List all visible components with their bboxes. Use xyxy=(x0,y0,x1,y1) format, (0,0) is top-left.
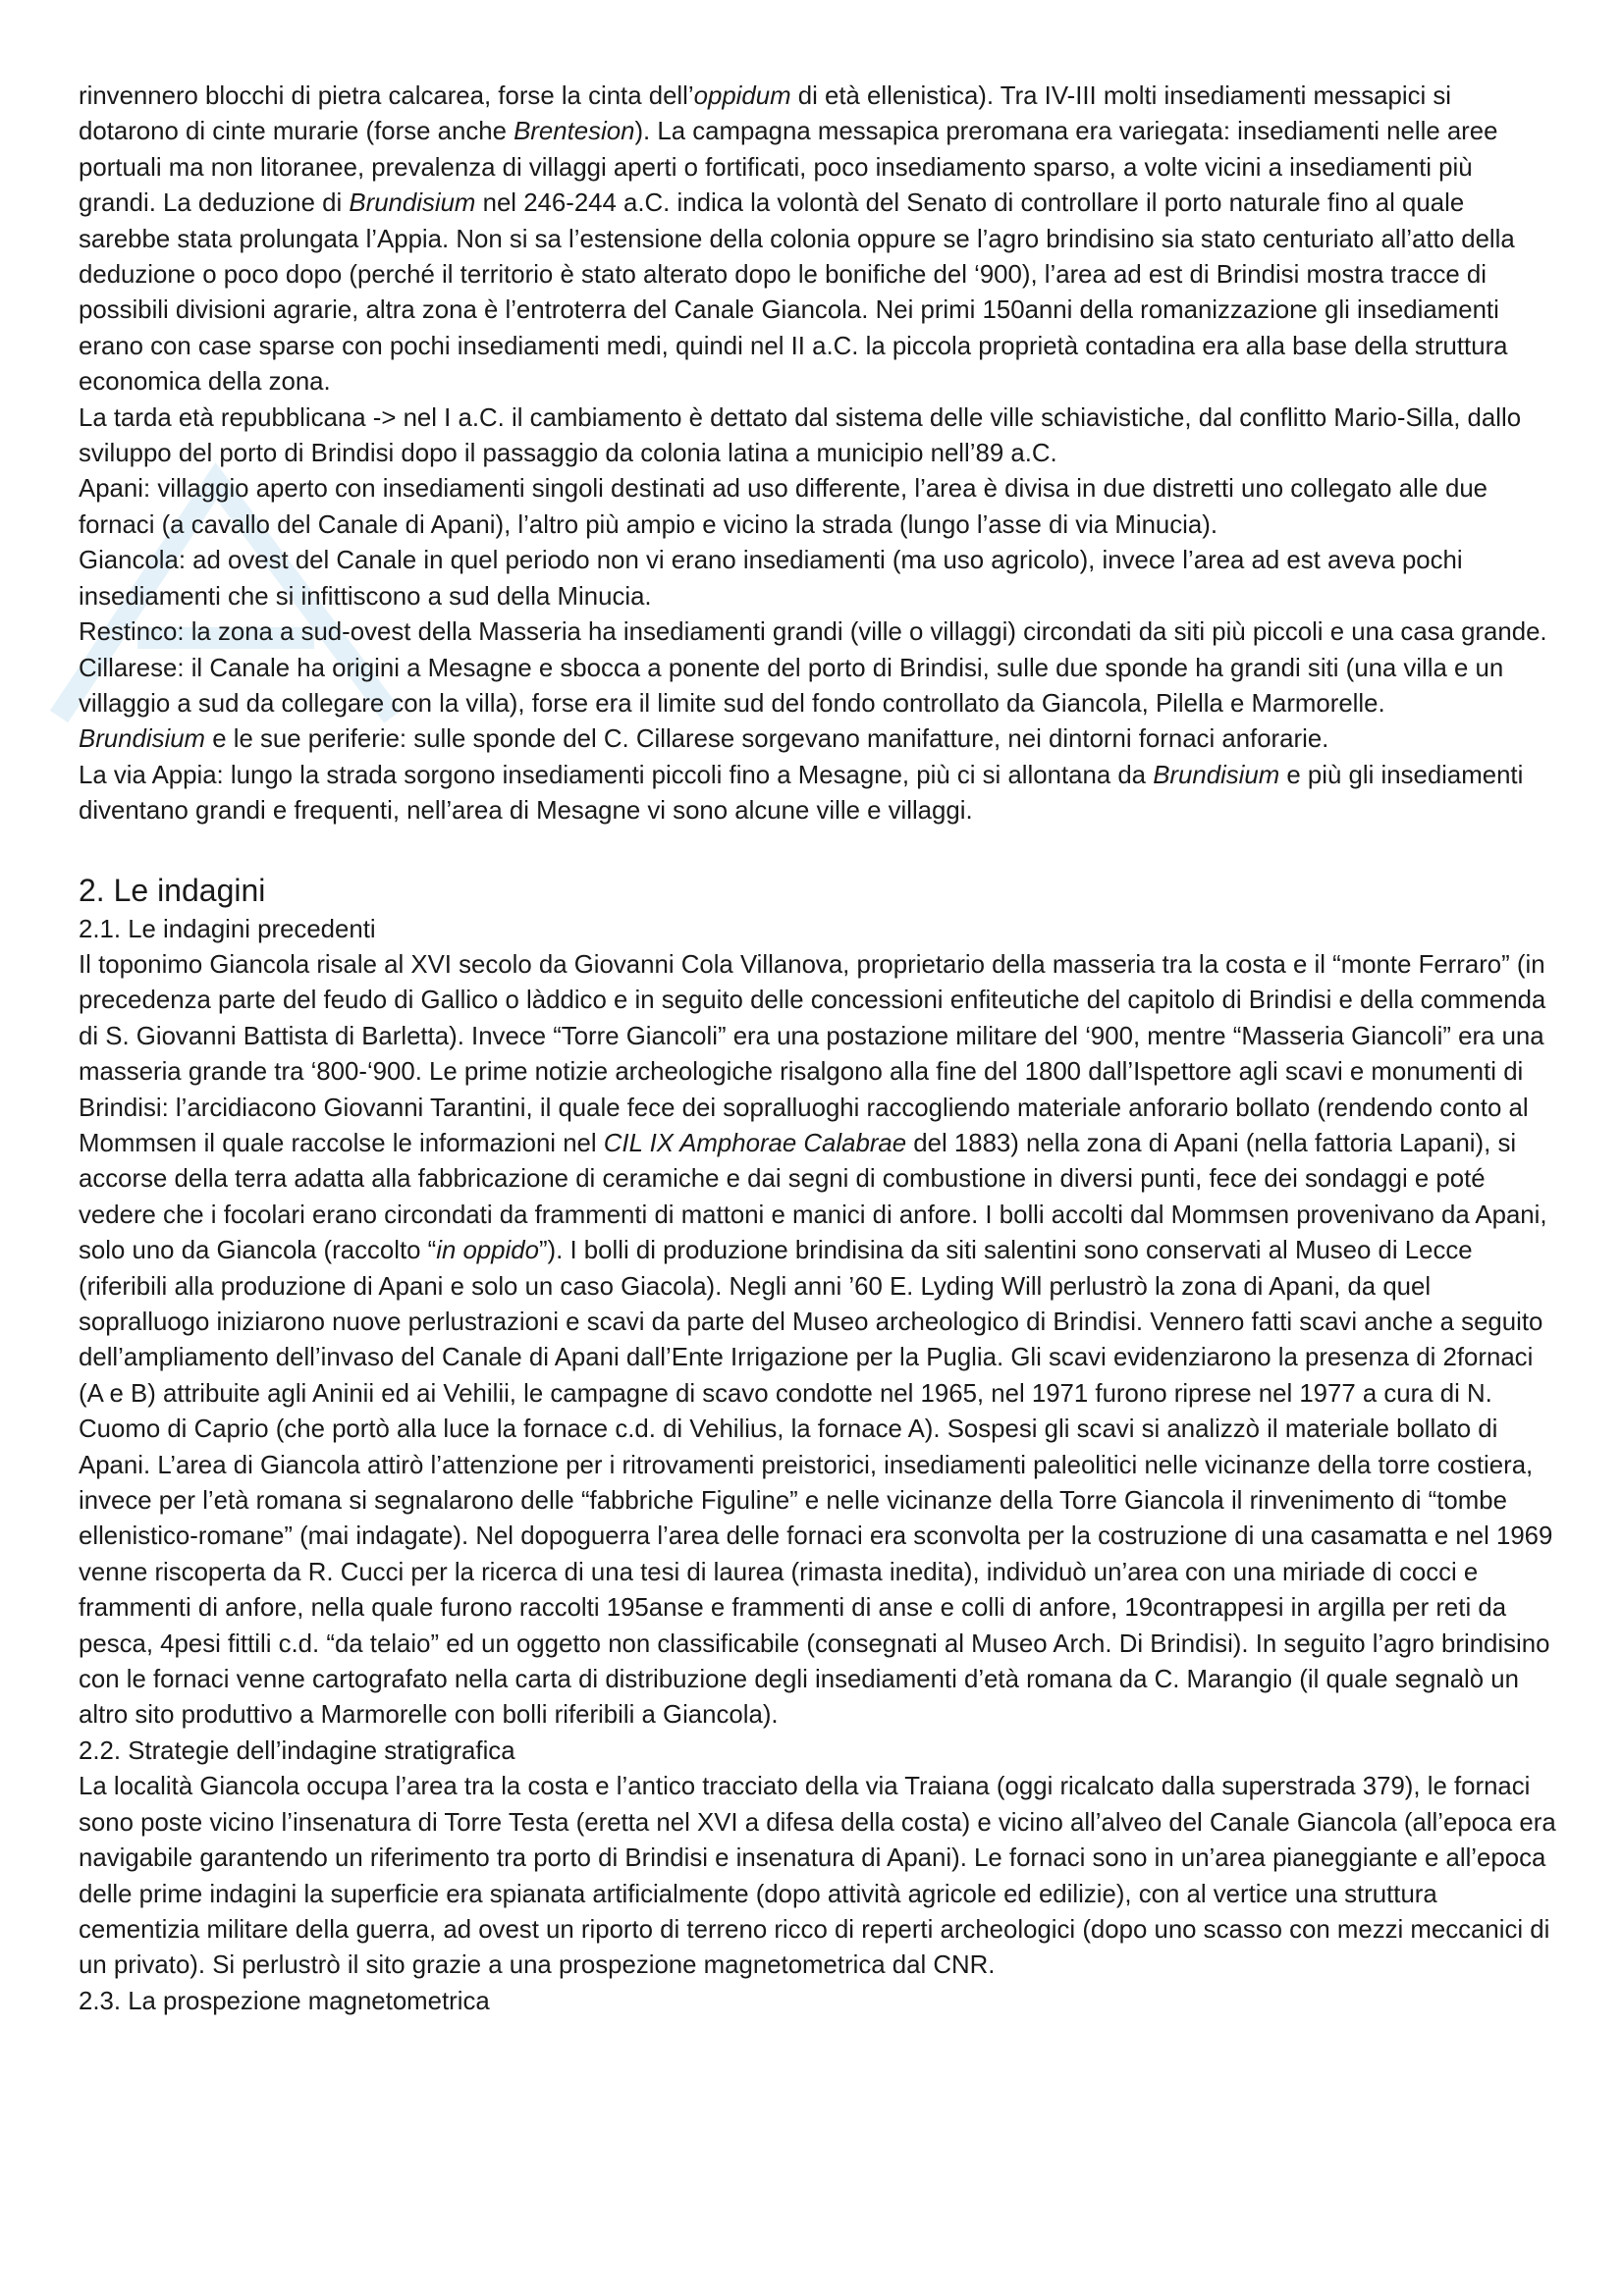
italic-term: Brundisium xyxy=(1153,761,1280,789)
document-page xyxy=(79,79,1556,2019)
italic-term: oppidum xyxy=(693,82,791,110)
italic-term: Brentesion xyxy=(514,118,635,146)
italic-term: Brundisium xyxy=(349,189,476,218)
intro-paragraph: Apani: villaggio aperto con insediamenti singoli destinati ad uso differente, l’area è divisa in due distretti uno collegato alle due fornaci (a cavallo del Canale di Apani), l’altro più ampio e vicino la strada (lungo l’asse di via Minucia). xyxy=(79,475,1488,539)
subsection-heading-2-2: 2.2. Strategie dell’indagine stratigrafica xyxy=(79,1736,515,1765)
intro-paragraph: Cillarese: il Canale ha origini a Mesagne e sbocca a ponente del porto di Brindisi, sulle due sponde ha grandi siti (una villa e un villaggio a sud da collegare con la villa), forse era il limite sud del fondo controllato da Giancola, Pilella e Marmorelle. xyxy=(79,654,1504,718)
intro-paragraph: La via Appia: lungo la strada sorgono insediamenti piccoli fino a Mesagne, più ci si allontana da Brundisium e più gli insediamenti diventano grandi e frequenti, nell’area di Mesagne vi sono alcune ville e villaggi. xyxy=(79,761,1524,826)
paragraph-indagini-precedenti: Il toponimo Giancola risale al XVI secolo da Giovanni Cola Villanova, proprietario della masseria tra la costa e il “monte Ferraro” (in precedenza parte del feudo di Gallico o làddico e in seguito delle concessioni enfiteutiche del capitolo di Brindisi e della commenda di S. Giovanni Battista di Barletta). Invece “Torre Giancoli” era una postazione militare del ‘900, mentre “Masseria Giancoli” era una masseria grande tra ‘800-‘900. Le prime notizie archeologiche risalgono alla fine del 1800 dall’Ispettore agli scavi e monumenti di Brindisi: l’arcidiacono Giovanni Tarantini, il quale fece dei sopralluoghi raccogliendo materiale anforario bollato (rendendo conto al Mommsen il quale raccolse le informazioni nel CIL IX Amphorae Calabrae del 1883) nella zona di Apani (nella fattoria Lapani), si accorse della terra adatta alla fabbricazione di ceramiche e dai segni di combustione in diversi punti, fece dei sondaggi e poté vedere che i focolari erano circondati da frammenti di mattoni e manici di anfore. I bolli accolti dal Mommsen provenivano da Apani, solo uno da Giancola (raccolto “in oppido”). I bolli di produzione brindisina da siti salentini sono conservati al Museo di Lecce (riferibili alla produzione di Apani e solo un caso Giacola). Negli anni ’60 E. Lyding Will perlustrò la zona di Apani, da quel sopralluogo iniziarono nuove perlustrazioni e scavi da parte del Museo archeologico di Brindisi. Vennero fatti scavi anche a seguito dell’ampliamento dell’invaso del Canale di Apani dall’Ente Irrigazione per la Puglia. Gli scavi evidenziarono la presenza di 2fornaci (A e B) attribuite agli Aninii ed ai Vehilii, le campagne di scavo condotte nel 1965, nel 1971 furono riprese nel 1977 a cura di N. Cuomo di Caprio (che portò alla luce la fornace c.d. di Vehilius, la fornace A). Sospesi gli scavi si analizzò il materiale bollato di Apani. L’area di Giancola attirò l’attenzione per i ritrovamenti preistorici, insediamenti paleolitici nelle vicinanze della torre costiera, invece per l’età romana si segnalarono delle “fabbriche Figuline” e nelle vicinanze della Torre Giancola il rinvenimento di “tombe ellenistico-romane” (mai indagate). Nel dopoguerra l’area delle fornaci era sconvolta per la costruzione di una casamatta e nel 1969 venne riscoperta da R. Cucci per la ricerca di una tesi di laurea (rimasta inedita), individuò un’area con una miriade di cocci e frammenti di anfore, nella quale furono raccolti 195anse e frammenti di anse e colli di anfore, 19contrappesi in argilla per reti da pesca, 4pesi fittili c.d. “da telaio” ed un oggetto non classificabile (consegnati al Museo Arch. Di Brindisi). In seguito l’agro brindisino con le fornaci venne cartografato nella carta di distribuzione degli insediamenti d’età romana da C. Marangio (il quale segnalò un altro sito produttivo a Marmorelle con bolli riferibili a Giancola). xyxy=(79,950,1553,1730)
intro-paragraph: Restinco: la zona a sud-ovest della Masseria ha insediamenti grandi (ville o villaggi) circondati da siti più piccoli e una casa grande. xyxy=(79,618,1547,647)
intro-paragraph: Brundisium e le sue periferie: sulle sponde del C. Cillarese sorgevano manifatture, nei dintorni fornaci anforarie. xyxy=(79,725,1329,754)
italic-term: Brundisium xyxy=(79,725,206,754)
intro-paragraph: Giancola: ad ovest del Canale in quel periodo non vi erano insediamenti (ma uso agricolo), invece l’area ad est aveva pochi insediamenti che si infittiscono a sud della Minucia. xyxy=(79,547,1463,611)
paragraph-strategie: La località Giancola occupa l’area tra la costa e l’antico tracciato della via Traiana (oggi ricalcato dalla superstrada 379), le fornaci sono poste vicino l’insenatura di Torre Testa (eretta nel XVI a difesa della costa) e vicino all’alveo del Canale Giancola (all’epoca era navigabile garantendo un riferimento tra porto di Brindisi e insenatura di Apani). Le fornaci sono in un’area pianeggiante e all’epoca delle prime indagini la superficie era spianata artificialmente (dopo attività agricole ed edilizie), con al vertice una struttura cementizia militare della guerra, ad ovest un riporto di terreno ricco di reperti archeologici (dopo uno scasso con mezzi meccanici di un privato). Si perlustrò il sito grazie a una prospezione magnetometrica dal CNR. xyxy=(79,1773,1556,1980)
italic-term: CIL IX Amphorae Calabrae xyxy=(603,1129,907,1157)
intro-paragraph: rinvennero blocchi di pietra calcarea, forse la cinta dell’oppidum di età ellenistica). Tra IV-III molti insediamenti messapici si dotarono di cinte murarie (forse anche Brentesion). La campagna messapica preromana era variegata: insediamenti nelle aree portuali ma non litoranee, prevalenza di villaggi aperti o fortificati, poco insediamento sparso, a volte vicini a insediamenti più grandi. La deduzione di Brundisium nel 246-244 a.C. indica la volontà del Senato di controllare il porto naturale fino al quale sarebbe stata prolungata l’Appia. Non si sa l’estensione della colonia oppure se l’agro brindisino sia stato centuriato all’atto della deduzione o poco dopo (perché il territorio è stato alterato dopo le bonifiche del ‘900), l’area ad est di Brindisi mostra tracce di possibili divisioni agrarie, altra zona è l’entroterra del Canale Giancola. Nei primi 150anni della romanizzazione gli insediamenti erano con case sparse con pochi insediamenti medi, quindi nel II a.C. la piccola proprietà contadina era alla base della struttura economica della zona. xyxy=(79,82,1515,397)
intro-paragraph: La tarda età repubblicana -> nel I a.C. il cambiamento è dettato dal sistema delle ville schiavistiche, dal conflitto Mario-Silla, dallo sviluppo del porto di Brindisi dopo il passaggio da colonia latina a municipio nell’89 a.C. xyxy=(79,403,1522,468)
intro-section xyxy=(79,79,1556,829)
subsection-heading-2-3: 2.3. La prospezione magnetometrica xyxy=(79,1987,490,2015)
section-title: 2. Le indagini xyxy=(79,872,266,908)
subsection-heading-2-1: 2.1. Le indagini precedenti xyxy=(79,915,376,943)
italic-term: in oppido xyxy=(436,1237,539,1265)
